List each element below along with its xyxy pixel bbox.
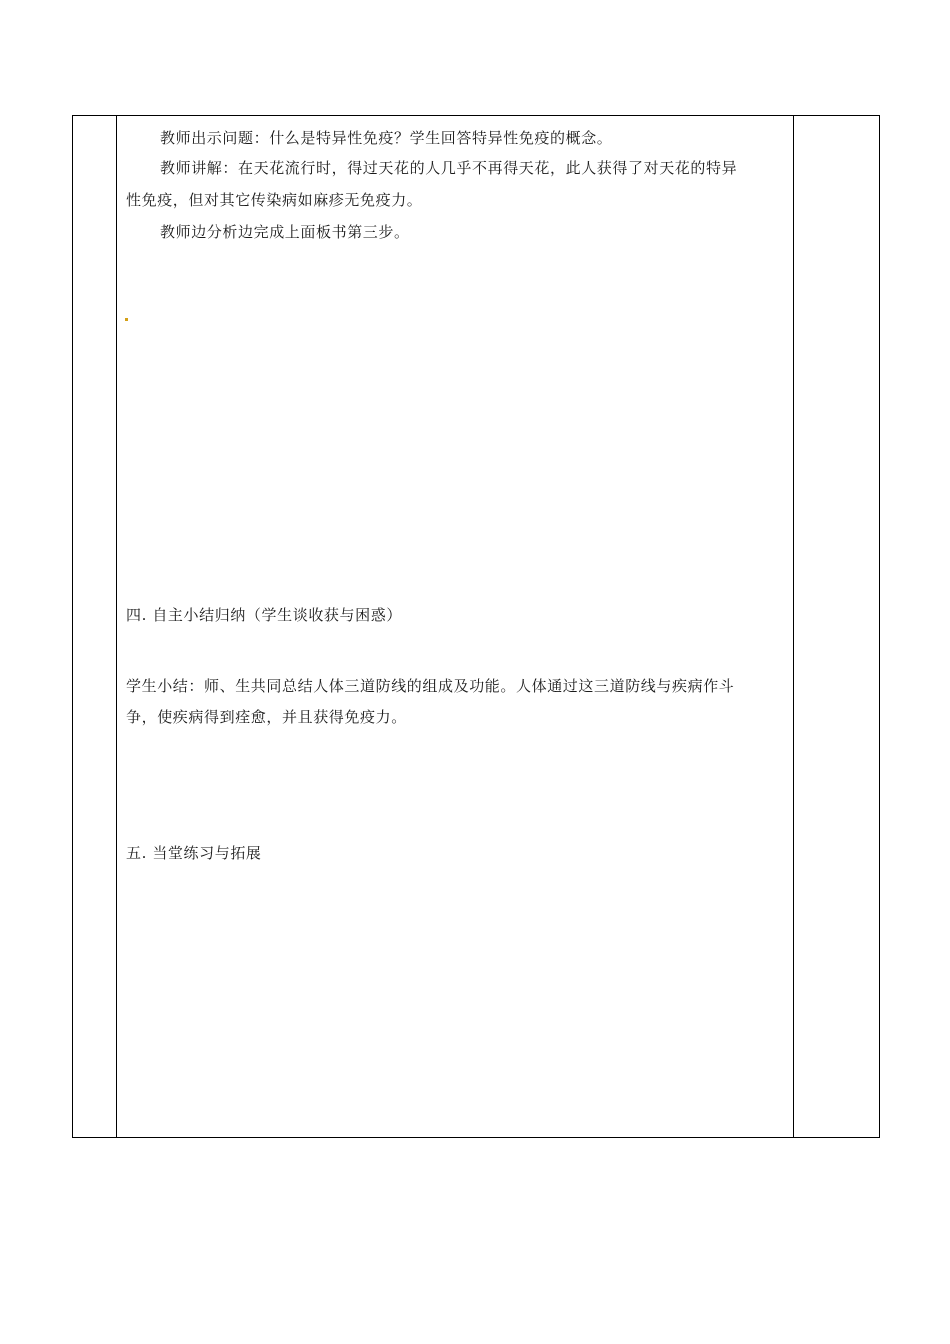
teacher-analysis-text: 教师边分析边完成上面板书第三步。 bbox=[160, 223, 410, 241]
yellow-dot-mark bbox=[125, 318, 128, 321]
teacher-explanation-text: 教师讲解：在天花流行时，得过天花的人几乎不再得天花，此人获得了对天花的特异 bbox=[160, 159, 738, 177]
teacher-explanation-continued-text: 性免疫，但对其它传染病如麻疹无免疫力。 bbox=[126, 191, 423, 209]
student-summary-continued-text: 争，使疾病得到痊愈，并且获得免疫力。 bbox=[126, 708, 407, 726]
content-cell bbox=[117, 116, 793, 1137]
lesson-table bbox=[72, 115, 880, 1138]
teacher-question-text: 教师出示问题：什么是特异性免疫？学生回答特异性免疫的概念。 bbox=[160, 129, 613, 147]
section-four-heading: 四. 自主小结归纳（学生谈收获与困惑） bbox=[126, 606, 402, 624]
left-column-cell bbox=[73, 116, 117, 1137]
section-five-heading: 五. 当堂练习与拓展 bbox=[126, 844, 262, 862]
right-column-cell bbox=[793, 116, 879, 1137]
student-summary-text: 学生小结：师、生共同总结人体三道防线的组成及功能。人体通过这三道防线与疾病作斗 bbox=[126, 677, 735, 695]
